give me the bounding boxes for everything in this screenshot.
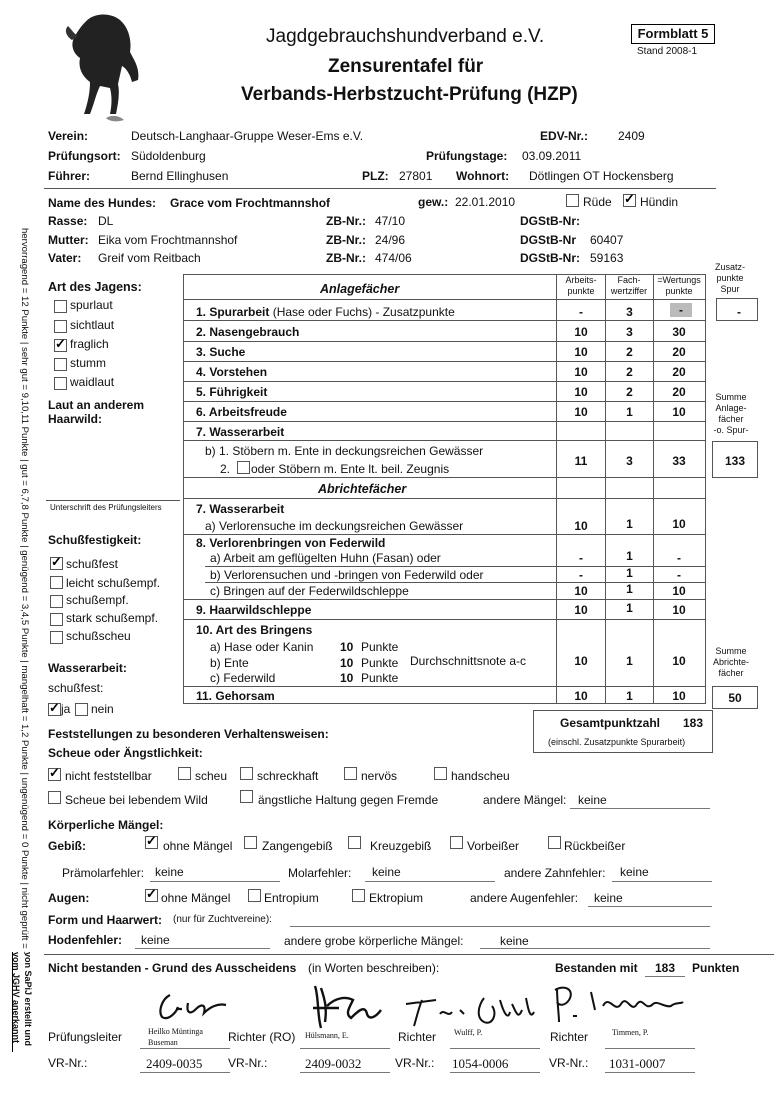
ruede-label: Rüde	[583, 195, 612, 209]
row-wp: -	[677, 568, 681, 582]
dog-logo	[60, 10, 150, 125]
schuss-checkbox[interactable]	[50, 631, 63, 644]
mutter-zb-value: 24/96	[375, 233, 406, 247]
row-wp: 10	[672, 584, 686, 598]
row-fw: 1	[626, 601, 633, 615]
signature-richter-ro	[305, 978, 385, 1033]
row-fw: 3	[626, 454, 633, 468]
vater-dgstb-label: DGStB-Nr:	[520, 251, 580, 265]
org-name: Jagdgebrauchshundverband e.V.	[266, 26, 545, 47]
table-row: 11. Gehorsam	[196, 689, 275, 703]
row-fw: 1	[626, 689, 633, 703]
huendin-checkbox[interactable]	[623, 194, 636, 207]
schuss-checkbox[interactable]	[50, 557, 63, 570]
praemolar-label: Prämolarfehler:	[62, 866, 145, 880]
scheue-checkbox[interactable]	[344, 767, 357, 780]
maengel-value: keine	[578, 793, 607, 807]
col-fach-header: Fach- wertziffer	[610, 275, 648, 296]
augen-checkbox[interactable]	[145, 889, 158, 902]
molar-label: Molarfehler:	[288, 866, 352, 880]
gew-label: gew.:	[418, 195, 449, 209]
jagen-label: Art des Jagens:	[48, 280, 142, 294]
jagen-option: spurlaut	[70, 298, 113, 312]
hund-value: Grace vom Frochtmannshof	[170, 196, 331, 210]
row-ap: -	[579, 568, 583, 582]
row-ap: 10	[574, 345, 588, 359]
vr-value: 2409-0035	[146, 1056, 203, 1071]
schuss-option: schußscheu	[66, 629, 131, 643]
gesamt-value: 183	[683, 716, 704, 730]
col-wert-header: =Wertungs punkte	[657, 275, 701, 296]
vater-dgstb-value: 59163	[590, 251, 624, 265]
row-fw: 1	[626, 582, 633, 596]
form-title-1: Zensurentafel für	[328, 56, 484, 77]
pl-name-1: Heilko Müntinga	[148, 1027, 203, 1036]
jagen-checkbox[interactable]	[54, 320, 67, 333]
row-ap: -	[579, 551, 583, 565]
nein-checkbox[interactable]	[75, 703, 88, 716]
fuehrer-value: Bernd Ellinghusen	[131, 169, 229, 183]
row-wp: 20	[672, 365, 686, 379]
hund-label: Name des Hundes:	[48, 196, 157, 210]
gebiss-option: Zangengebiß	[262, 839, 333, 853]
a10b-points: 10	[340, 656, 354, 670]
scheue-option: schreckhaft	[257, 769, 319, 783]
a10c-points: 10	[340, 671, 354, 685]
ruede-checkbox[interactable]	[566, 194, 579, 207]
row-wp: 20	[672, 385, 686, 399]
a10c-label: c) Federwild	[210, 671, 276, 685]
scheue-checkbox[interactable]	[178, 767, 191, 780]
fremde-label: ängstliche Haltung gegen Fremde	[258, 793, 439, 807]
stand-label: Stand 2008-1	[637, 46, 698, 57]
row-zp: -	[737, 305, 741, 319]
scheue-option: nicht feststellbar	[65, 769, 152, 783]
zahn-value: keine	[620, 865, 649, 879]
mutter-label: Mutter:	[48, 233, 89, 247]
augen-option: Ektropium	[369, 891, 424, 905]
zahn-label: andere Zahnfehler:	[504, 866, 606, 880]
vr-label: VR-Nr.:	[395, 1056, 435, 1070]
wasser-sub-label: schußfest:	[48, 681, 104, 695]
row-wp: -	[670, 303, 692, 317]
plz-value: 27801	[399, 169, 433, 183]
row-fw: 1	[626, 549, 633, 563]
sidebar-scale: hervorragend = 12 Punkte | sehr gut = 9,10,11 Punkte | gut = 6,7,8 Punkte | genügend = 3,4,5 Punkte | mangelhaft = 1,2 Punkte | ungenügend = 0 Punkte | nicht geprüft = -	[19, 228, 30, 955]
edv-label: EDV-Nr.:	[540, 129, 589, 143]
mutter-zb-label: ZB-Nr.:	[326, 233, 366, 247]
abricht-header: Abrichtefächer	[318, 482, 407, 496]
maengel-label: andere Mängel:	[483, 793, 567, 807]
wild-checkbox[interactable]	[48, 791, 61, 804]
gebiss-checkbox[interactable]	[145, 836, 158, 849]
a7a-label: a) Verlorensuche im deckungsreichen Gewässer	[205, 519, 464, 533]
col-zusatz-header: Zusatz- punkte Spur	[714, 262, 745, 294]
summe-abricht-value: 50	[728, 691, 742, 705]
scheue-label: Scheue oder Ängstlichkeit:	[48, 746, 203, 760]
signature-pruefungsleiter	[140, 985, 230, 1025]
vr-label: VR-Nr.:	[228, 1056, 268, 1070]
row-wp: 30	[672, 325, 686, 339]
row-wp: 33	[672, 454, 686, 468]
gew-value: 22.01.2010	[455, 195, 516, 209]
row-wp: 10	[672, 405, 686, 419]
summe-abricht-label: Summe Abrichte- fächer	[712, 646, 749, 678]
table-row: 3. Suche	[196, 345, 246, 359]
augen-checkbox[interactable]	[248, 889, 261, 902]
table-row: 1. Spurarbeit (Hase oder Fuchs) - Zusatzpunkte	[196, 305, 455, 319]
ro-name: Hülsmann, E.	[305, 1031, 349, 1040]
wasser-b2-num: 2.	[220, 462, 231, 476]
sidebar-credit: von SaPiJ erstellt und vom JGHV anerkannt	[11, 952, 33, 1047]
row-wp: 20	[672, 345, 686, 359]
vr-label: VR-Nr.:	[549, 1056, 589, 1070]
huendin-label: Hündin	[640, 195, 679, 209]
row-fw: 1	[626, 517, 633, 531]
form-title-2: Verbands-Herbstzucht-Prüfung (HZP)	[241, 84, 578, 105]
row-ap: 10	[574, 654, 588, 668]
row-fw: 1	[626, 566, 633, 580]
fremde-checkbox[interactable]	[240, 790, 253, 803]
r2-label: Richter	[550, 1030, 589, 1044]
ort-label: Prüfungsort:	[48, 149, 121, 163]
a10a-label: a) Hase oder Kanin	[210, 640, 314, 654]
scheue-checkbox[interactable]	[240, 767, 253, 780]
jagen-option: sichtlaut	[70, 318, 115, 332]
dgstb-label: DGStB-Nr:	[520, 214, 580, 228]
gebiss-option: Rückbeißer	[564, 839, 626, 853]
ro-label: Richter (RO)	[228, 1030, 296, 1044]
row-wp: 10	[672, 603, 686, 617]
a10b-label: b) Ente	[210, 656, 249, 670]
vater-value: Greif vom Reitbach	[98, 251, 201, 265]
table-row: 4. Vorstehen	[196, 365, 268, 379]
row-ap: 10	[574, 385, 588, 399]
ja-checkbox[interactable]	[48, 703, 61, 716]
gebiss-checkbox[interactable]	[548, 836, 561, 849]
bestanden-value: 183	[655, 961, 676, 975]
signature-richter-1	[400, 990, 540, 1030]
gebiss-option: ohne Mängel	[163, 839, 233, 853]
jagen-option: fraglich	[70, 337, 109, 351]
fuehrer-label: Führer:	[48, 169, 90, 183]
row-ap: 10	[574, 325, 588, 339]
row-ap: 10	[574, 689, 588, 703]
mutter-value: Eika vom Frochtmannshof	[98, 233, 238, 247]
wasser-b2-checkbox[interactable]	[237, 461, 250, 474]
schuss-option: leicht schußempf.	[66, 576, 161, 590]
bestanden-label: Bestanden mit	[555, 961, 638, 975]
nicht-note: (in Worten beschreiben):	[308, 961, 440, 975]
vr-label: VR-Nr.:	[48, 1056, 88, 1070]
vater-zb-value: 474/06	[375, 251, 412, 265]
punkten-label: Punkten	[692, 961, 740, 975]
gebiss-checkbox[interactable]	[348, 836, 361, 849]
zb-label: ZB-Nr.:	[326, 214, 366, 228]
praemolar-value: keine	[155, 865, 184, 879]
row-ap: 10	[574, 365, 588, 379]
gebiss-checkbox[interactable]	[244, 836, 257, 849]
table-row: 8. Verlorenbringen von Federwild	[196, 536, 386, 550]
hoden-value: keine	[141, 933, 170, 947]
jagen-checkbox[interactable]	[54, 358, 67, 371]
tage-value: 03.09.2011	[522, 149, 582, 163]
col-arbeit-header: Arbeits- punkte	[565, 275, 597, 296]
gesamt-note: (einschl. Zusatzpunkte Spurarbeit)	[548, 737, 686, 747]
row-wp: 10	[672, 654, 686, 668]
row-fw: 1	[626, 654, 633, 668]
zb-value: 47/10	[375, 214, 406, 228]
r1-name: Wulff, P.	[454, 1028, 483, 1037]
molar-value: keine	[372, 865, 401, 879]
scheue-option: handscheu	[451, 769, 510, 783]
wasser-label: Wasserarbeit:	[48, 661, 127, 675]
punkte-label: Punkte	[361, 640, 399, 654]
punkte-label: Punkte	[361, 671, 399, 685]
gebiss-label: Gebiß:	[48, 839, 86, 853]
edv-value: 2409	[618, 129, 645, 143]
row-ap: -	[579, 305, 583, 319]
jagen-checkbox[interactable]	[54, 339, 67, 352]
vr-value: 1054-0006	[452, 1056, 509, 1071]
form-note: (nur für Zuchtvereine):	[173, 914, 272, 925]
pl-name-2: Buseman	[148, 1038, 178, 1047]
formblatt-box: Formblatt 5	[631, 24, 715, 44]
grobe-value: keine	[500, 934, 529, 948]
rasse-value: DL	[98, 214, 114, 228]
schuss-option: stark schußempf.	[66, 611, 159, 625]
jagen-checkbox[interactable]	[54, 300, 67, 313]
wild-label: Scheue bei lebendem Wild	[65, 793, 208, 807]
a8b-label: b) Verlorensuchen und -bringen von Federwild oder	[210, 568, 484, 582]
grobe-label: andere grobe körperliche Mängel:	[284, 934, 464, 948]
augen-label: Augen:	[48, 891, 90, 905]
gebiss-option: Kreuzgebiß	[370, 839, 432, 853]
row-ap: 10	[574, 519, 588, 533]
scheue-checkbox[interactable]	[434, 767, 447, 780]
scheue-option: nervös	[361, 769, 398, 783]
hoden-label: Hodenfehler:	[48, 933, 123, 947]
r2-name: Timmen, P.	[612, 1028, 649, 1037]
row-wp: -	[677, 551, 681, 565]
wohnort-value: Dötlingen OT Hockensberg	[529, 169, 674, 183]
vater-zb-label: ZB-Nr.:	[326, 251, 366, 265]
unterschrift-label: Unterschrift des Prüfungsleiters	[50, 503, 162, 512]
table-row: 7. Wasserarbeit	[196, 502, 285, 516]
a10a-points: 10	[340, 640, 354, 654]
nicht-label: Nicht bestanden - Grund des Ausscheidens	[48, 961, 297, 975]
augen-option: ohne Mängel	[161, 891, 231, 905]
row-wp: 10	[672, 517, 686, 531]
plz-label: PLZ:	[362, 169, 389, 183]
jagen-option: waidlaut	[70, 375, 115, 389]
wohnort-label: Wohnort:	[456, 169, 510, 183]
augenfehler-value: keine	[594, 891, 623, 905]
wasser-b1: b) 1. Stöbern m. Ente in deckungsreichen Gewässer	[205, 444, 484, 458]
ja-label: ja	[61, 702, 71, 716]
scheue-option: scheu	[195, 769, 228, 783]
jagen-checkbox[interactable]	[54, 377, 67, 390]
a8c-label: c) Bringen auf der Federwildschleppe	[210, 584, 409, 598]
row-fw: 1	[626, 405, 633, 419]
punkte-label: Punkte	[361, 656, 399, 670]
laut-label-1: Laut an anderem	[48, 398, 145, 412]
a8a-label: a) Arbeit am geflügelten Huhn (Fasan) oder	[210, 551, 441, 565]
vr-value: 2409-0032	[305, 1056, 362, 1071]
schuss-checkbox[interactable]	[50, 576, 63, 589]
row-ap: 11	[574, 454, 588, 468]
augen-option: Entropium	[264, 891, 319, 905]
mutter-dgstb-label: DGStB-Nr	[520, 233, 576, 247]
schuss-checkbox[interactable]	[50, 613, 63, 626]
scheue-checkbox[interactable]	[48, 768, 61, 781]
vater-label: Vater:	[48, 251, 82, 265]
row-fw: 2	[626, 365, 633, 379]
table-row: 9. Haarwildschleppe	[196, 603, 312, 617]
schuss-label: Schußfestigkeit:	[48, 533, 142, 547]
mutter-dgstb-value: 60407	[590, 233, 624, 247]
table-row: 6. Arbeitsfreude	[196, 405, 287, 419]
summe-anlage-value: 133	[724, 454, 746, 468]
laut-label-2: Haarwild:	[48, 412, 103, 426]
jagen-option: stumm	[70, 356, 106, 370]
row-ap: 10	[574, 405, 588, 419]
r1-label: Richter	[398, 1030, 437, 1044]
rasse-label: Rasse:	[48, 214, 88, 228]
koerper-title: Körperliche Mängel:	[48, 818, 164, 832]
gesamt-label: Gesamtpunktzahl	[560, 716, 661, 730]
schuss-checkbox[interactable]	[50, 595, 63, 608]
vr-value: 1031-0007	[609, 1056, 666, 1071]
nein-label: nein	[91, 702, 114, 716]
verein-value: Deutsch-Langhaar-Gruppe Weser-Ems e.V.	[131, 129, 364, 143]
table-row: 5. Führigkeit	[196, 385, 268, 399]
gebiss-checkbox[interactable]	[450, 836, 463, 849]
row-ap: 10	[574, 603, 588, 617]
gebiss-option: Vorbeißer	[467, 839, 520, 853]
schuss-option: schußempf.	[66, 593, 129, 607]
behavior-title: Feststellungen zu besonderen Verhaltensweisen:	[48, 727, 329, 741]
tage-label: Prüfungstage:	[426, 149, 508, 163]
pl-label: Prüfungsleiter	[48, 1030, 123, 1044]
form-label: Form und Haarwert:	[48, 913, 163, 927]
anlage-header: Anlagefächer	[320, 282, 400, 296]
signature-richter-2	[545, 980, 685, 1030]
row-fw: 3	[626, 305, 633, 319]
table-row: 7. Wasserarbeit	[196, 425, 285, 439]
summe-anlage-label: Summe Anlage- fächer -o. Spur-	[713, 392, 749, 435]
row-wp: 10	[672, 689, 686, 703]
table-row: 2. Nasengebrauch	[196, 325, 300, 339]
table-row: 10. Art des Bringens	[196, 623, 313, 637]
ort-value: Südoldenburg	[131, 149, 206, 163]
row-fw: 2	[626, 345, 633, 359]
schuss-option: schußfest	[66, 557, 119, 571]
row-fw: 2	[626, 385, 633, 399]
wasser-b2: oder Stöbern m. Ente lt. beil. Zeugnis	[251, 462, 450, 476]
augen-checkbox[interactable]	[352, 889, 365, 902]
verein-label: Verein:	[48, 129, 89, 143]
augenfehler-label: andere Augenfehler:	[470, 891, 579, 905]
row-ap: 10	[574, 584, 588, 598]
durchschnitt-label: Durchschnittsnote a-c	[410, 654, 527, 668]
row-fw: 3	[626, 325, 633, 339]
